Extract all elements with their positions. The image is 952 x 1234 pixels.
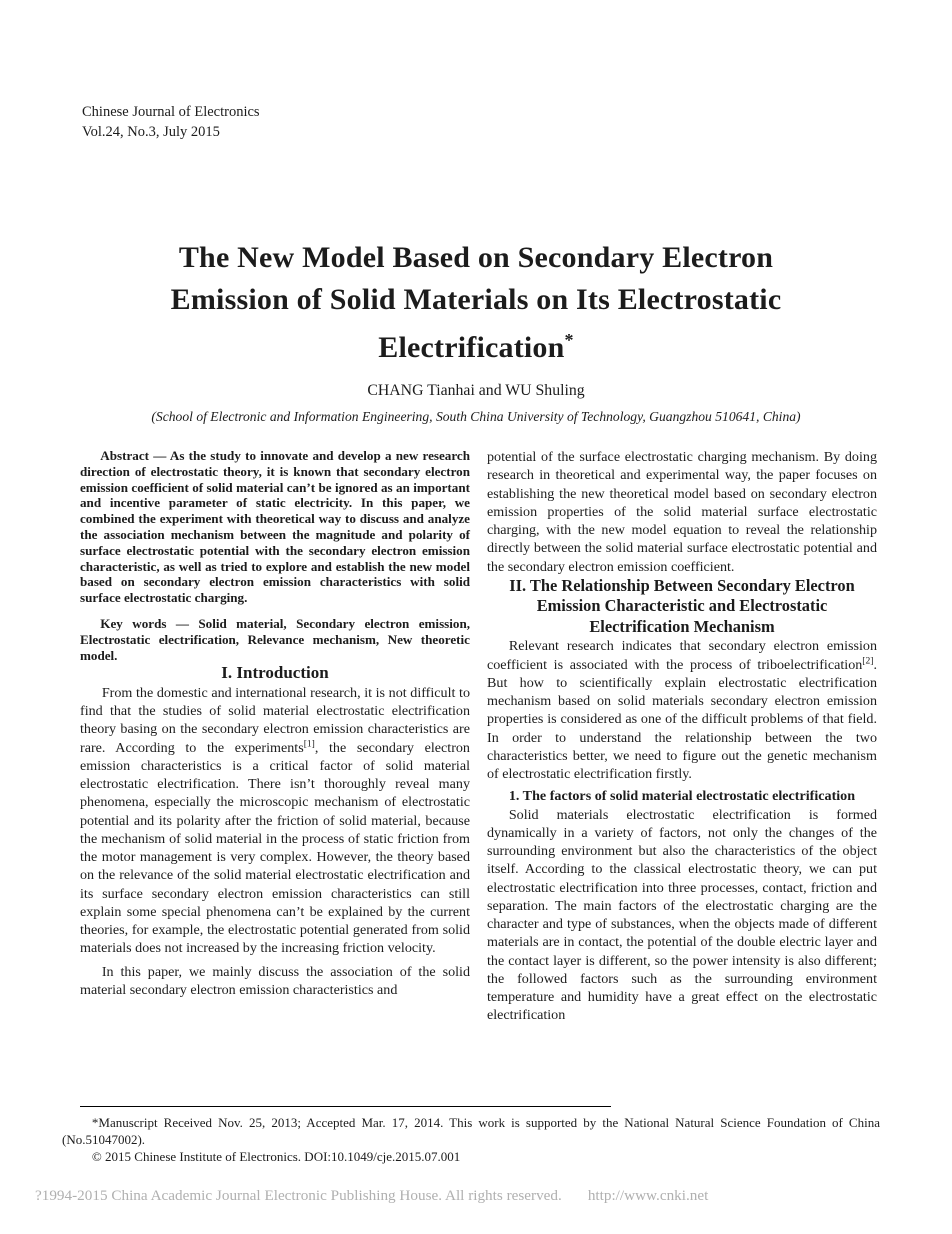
footnote-rule	[80, 1106, 611, 1107]
right-column	[487, 448, 877, 1025]
keywords-label: Key words	[100, 615, 167, 631]
section-heading-2: II. The Relationship Between Secondary Electron Emission Characteristic and Electrostatic Electrification Mechanism	[509, 575, 855, 636]
paper-title	[0, 237, 952, 369]
footnote-block	[62, 1115, 880, 1165]
citation-ref-1: [1]	[303, 737, 315, 749]
journal-name: Chinese Journal of Electronics	[82, 104, 260, 120]
section2-p1-text-b: . But how to scientifically explain electrostatic electrification mechanism based on solid materials secondary electron emission properties is considered as one of the difficult problems of that field. In order to understand the relationship between the two characteristics better, we need to figure out the genetic mechanism of electrostatic electrification firstly.	[487, 656, 877, 782]
section-heading-introduction: I. Introduction	[221, 663, 329, 683]
intro-p1-text-a: From the domestic and international research, it is not difficult to find that the studies of solid material electrostatic electrification theory basing on the secondary electron emission characteristics are rare. According to the experiments	[80, 684, 470, 756]
two-column-body	[80, 448, 877, 1025]
continuation-paragraph: potential of the surface electrostatic charging mechanism. By doing research in theoretical and experimental way, the paper focuses on establishing the new theoretical model based on secondary electron emission properties of the solid material surface electrostatic charging, with the new model equation to reveal the relationship directly between the solid material surface electrostatic potential and the secondary electron emission coefficient.	[487, 449, 877, 575]
section2-p1-text-a: Relevant research indicates that secondary electron emission coefficient is associated with the process of triboelectrification	[487, 638, 877, 673]
left-column	[80, 448, 470, 1025]
affiliation-line: (School of Electronic and Information Engineering, South China University of Technology, Guangzhou 510641, China)	[151, 409, 801, 424]
abstract-label: Abstract	[100, 448, 150, 463]
paper-title-line	[0, 320, 952, 369]
authors-line: CHANG Tianhai and WU Shuling	[367, 382, 585, 399]
abstract-paragraph	[80, 448, 470, 606]
intro-paragraph-1	[80, 684, 470, 958]
keywords-dash: —	[166, 615, 199, 631]
footnote-manuscript: *Manuscript Received Nov. 25, 2013; Accepted Mar. 17, 2014. This work is supported by the National Natural Science Foundation of China (No.51047002).	[62, 1115, 880, 1147]
keywords-text: Solid material, Secondary electron emission, Electrostatic electrification, Relevance mechanism, New theoretic model.	[80, 615, 470, 663]
citation-ref-2: [2]	[862, 654, 874, 666]
paper-title-line-text: Electrification	[378, 331, 565, 364]
paper-title-line: Emission of Solid Materials on Its Electrostatic	[170, 282, 782, 316]
keywords-paragraph	[80, 616, 470, 663]
section2-paragraph-1	[487, 637, 877, 783]
intro-p1-text-b: , the secondary electron emission characteristics is a critical factor of solid material electrostatic electrification. There isn’t thoroughly reveal many phenomena, especially the microscopic mechanism of electrostatic potential and its polarity after the friction of solid material, because the mechanism of solid material in the process of static friction from the motor management is very complex. However, the theory based on the relevance of the solid material electrostatic electrification and its surface secondary electron emission characteristics can still explain some special phenomena can’t be explained by the current theories, for example, the electrostatic potential generated from solid materials does not increased by the increasing friction velocity.	[80, 739, 470, 957]
intro-paragraph-2: In this paper, we mainly discuss the association of the solid material secondary electron emission characteristics and	[80, 963, 470, 998]
subsection-1-paragraph-1: Solid materials electrostatic electrification is formed dynamically in a variety of factors, not only the changes of the surrounding environment but also the characteristics of the object itself. According to the classical electrostatic theory, we can put electrostatic electrification into three processes, contact, friction and separation. The main factors of the electrostatic charging are the character and type of substances, when the objects made of different materials are in contact, the potential of the double electric layer and the contact layer is different, so the power intensity is also different; the followed factors such as the surrounding environment temperature and humidity have a great effect on the electrostatic electrification	[487, 806, 877, 1024]
abstract-dash: —	[149, 448, 170, 463]
cnki-watermark	[35, 1187, 915, 1205]
watermark-url: http://www.cnki.net	[587, 1187, 709, 1204]
subsection-1-heading: 1. The factors of solid material electrostatic electrification	[508, 788, 856, 805]
journal-header	[82, 103, 260, 142]
abstract-text: As the study to innovate and develop a new research direction of electrostatic theory, it is known that secondary electron emission coefficient of solid material can’t be ignored as an important and incentive parameter of static electricity. In this paper, we combined the experiment with theoretical way to discuss and analyze the association mechanism between the magnitude and polarity of surface electrostatic potential with the secondary electron emission characteristic, as well as tried to explore and establish the new model based on secondary electron emission characteristics with solid surface electrostatic charging.	[80, 448, 471, 606]
title-footnote-marker: *	[564, 330, 574, 350]
watermark-text: ?1994-2015 China Academic Journal Electronic Publishing House. All rights reserved.	[35, 1187, 562, 1204]
journal-issue: Vol.24, No.3, July 2015	[82, 123, 220, 140]
paper-title-line: The New Model Based on Secondary Electron	[178, 241, 774, 274]
footnote-copyright: © 2015 Chinese Institute of Electronics. DOI:10.1049/cje.2015.07.001	[91, 1148, 461, 1164]
